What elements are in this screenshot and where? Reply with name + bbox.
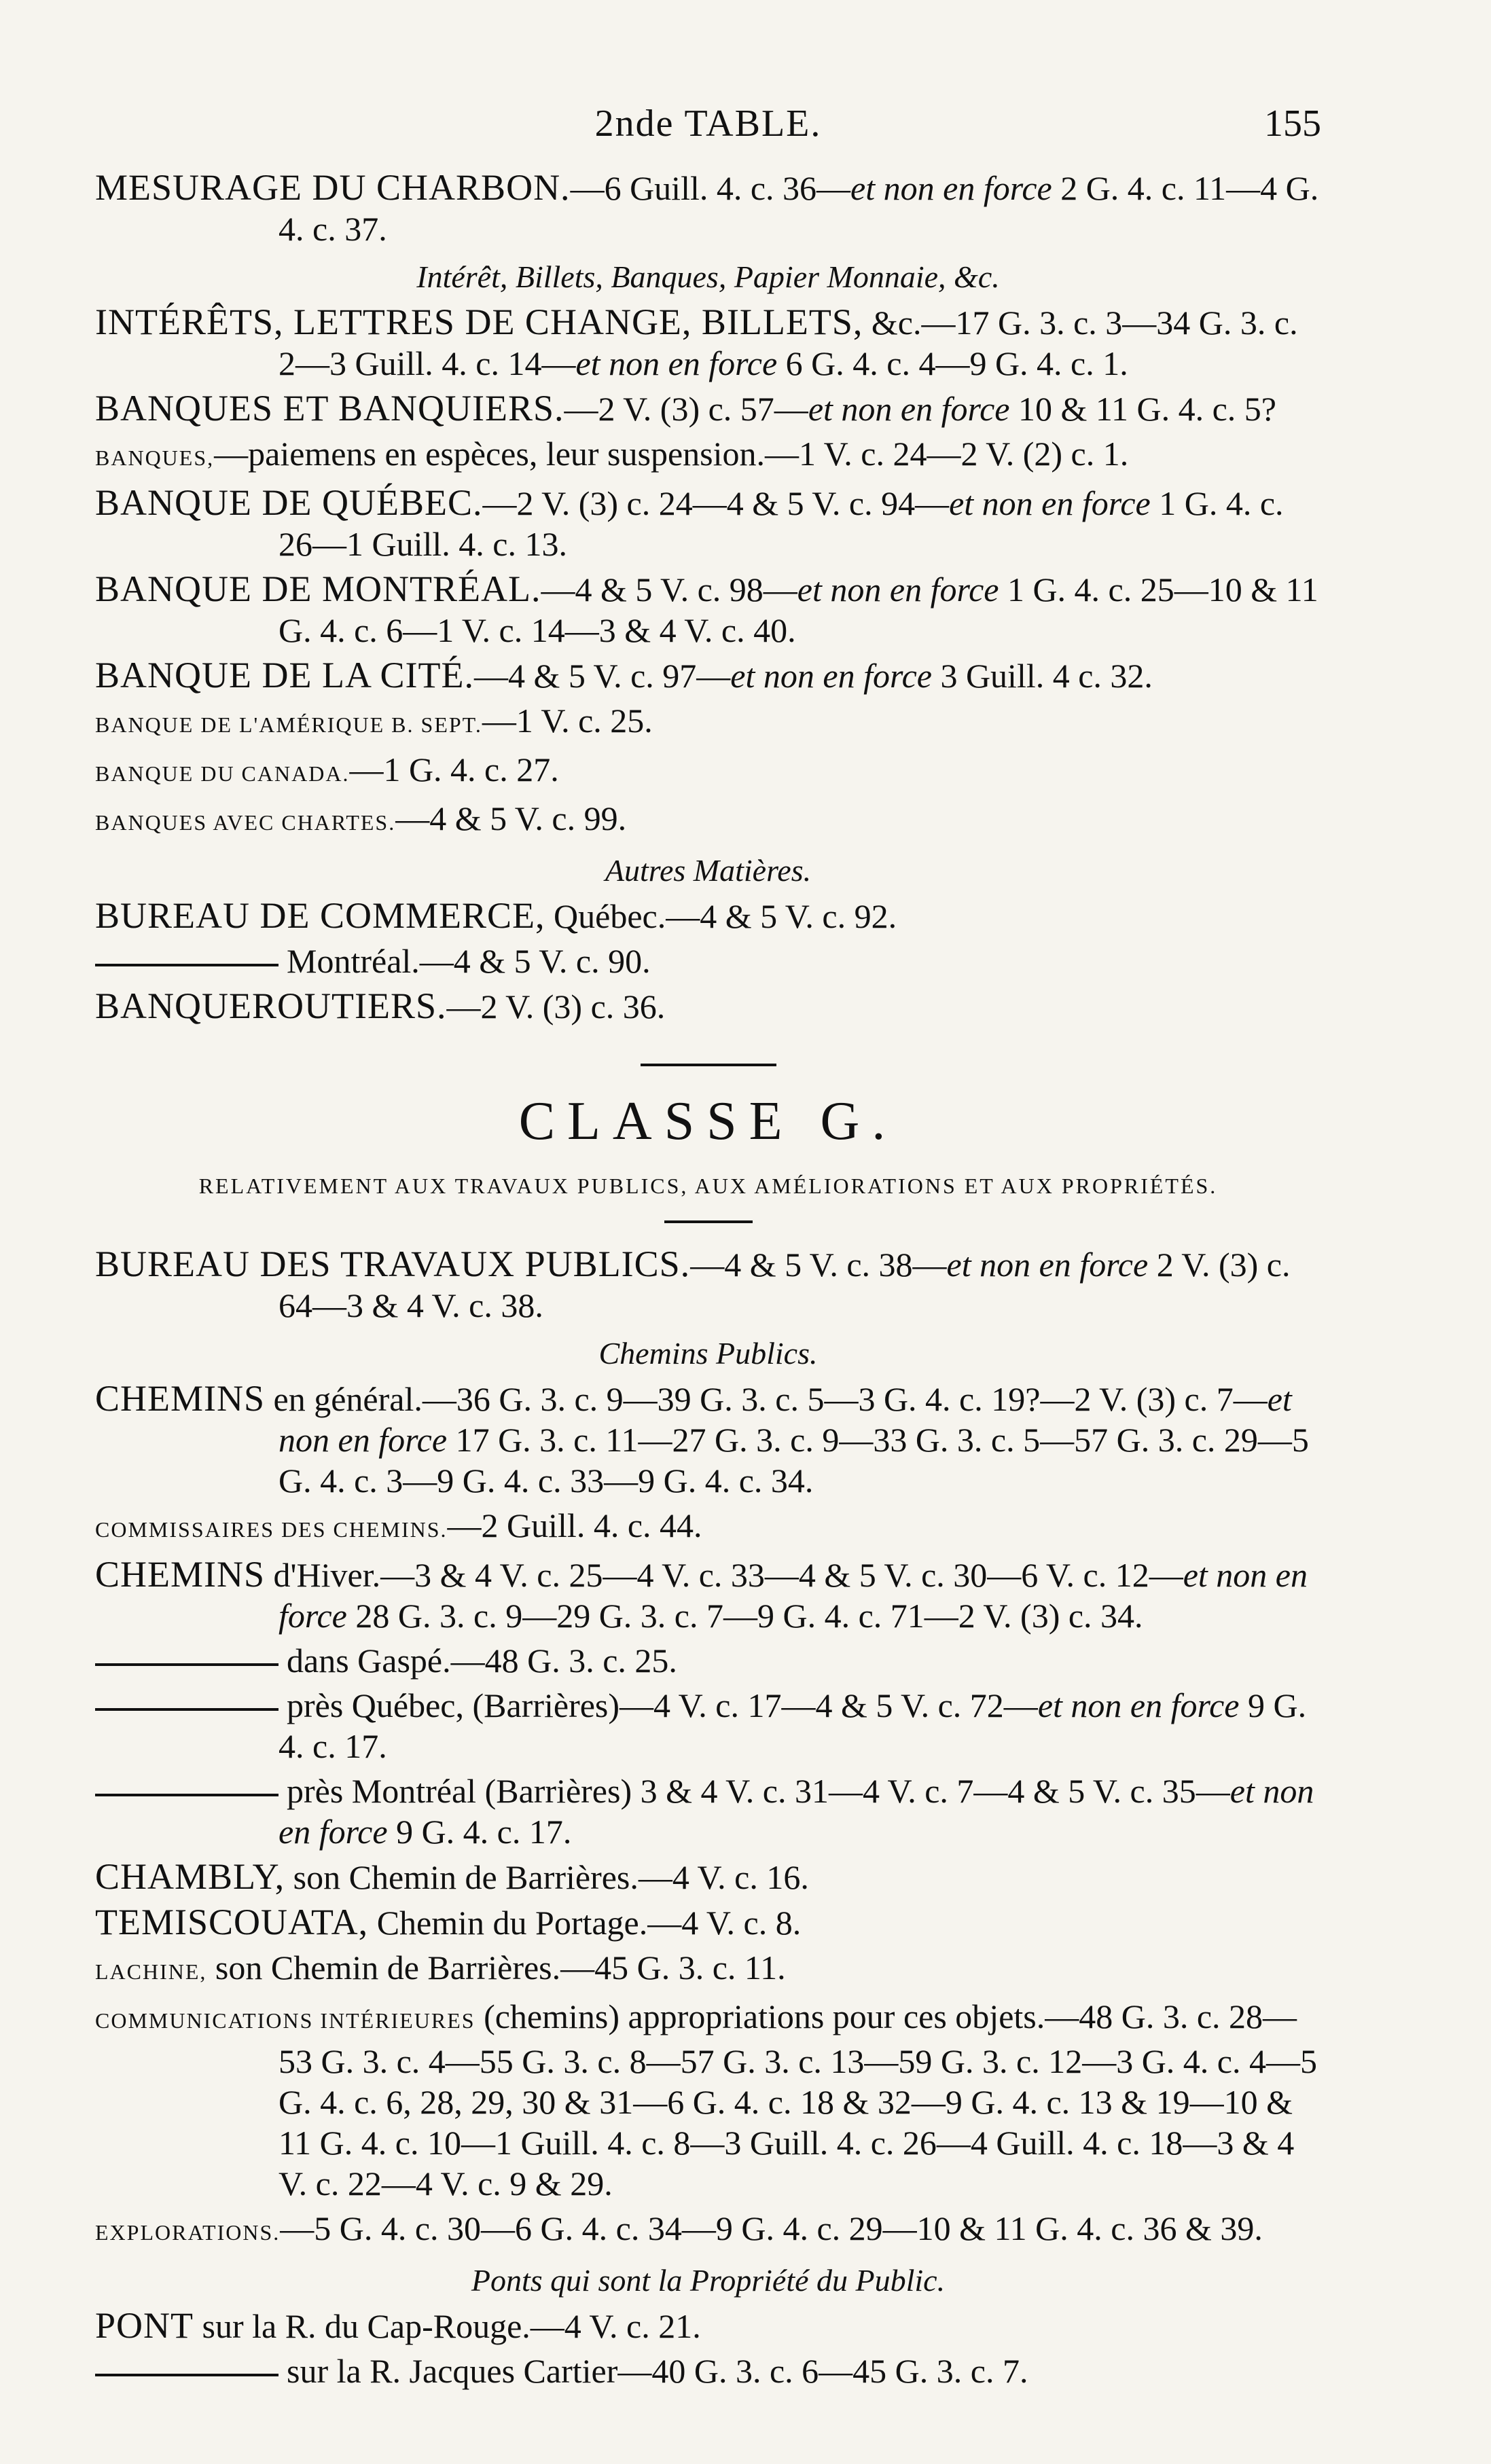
running-title: 2nde TABLE. — [594, 103, 822, 145]
entry-heading: BANQUE DE MONTRÉAL. — [95, 568, 541, 609]
entry-italic: et non en force — [279, 1556, 1308, 1635]
entry-refs-tail: 2 V. (3) c. 64—3 & 4 V. c. 38. — [279, 1246, 1291, 1324]
index-entry — [95, 482, 1321, 564]
index-entry — [95, 1996, 1321, 2204]
entry-refs: —2 Guill. 4. c. 44. — [447, 1506, 702, 1544]
entry-refs: —5 G. 4. c. 30—6 G. 4. c. 34—9 G. 4. c. 29—10 & 11 G. 4. c. 36 & 39. — [280, 2209, 1263, 2247]
ditto-dash — [95, 2374, 279, 2376]
entry-heading: BANQUEROUTIERS. — [95, 985, 447, 1026]
entry-heading-smallcaps: EXPLORATIONS. — [95, 2220, 281, 2245]
index-entry — [95, 2351, 1321, 2391]
index-entry — [95, 302, 1321, 384]
section-autres — [95, 895, 1321, 1027]
entry-refs-tail: 2 G. 4. c. 11—4 G. 4. c. 37. — [279, 169, 1319, 248]
classe-title: CLASSE G. — [518, 1091, 898, 1151]
entry-refs: —4 & 5 V. c. 38— — [690, 1246, 947, 1284]
entry-refs: —6 Guill. 4. c. 36— — [570, 169, 851, 207]
entry-heading: BANQUE DE LA CITÉ. — [95, 655, 474, 695]
entry-italic: et non en force — [575, 344, 778, 382]
entry-heading: PONT — [95, 2305, 194, 2346]
index-entry — [95, 1902, 1321, 1943]
entry-refs-tail: 1 G. 4. c. 26—1 Guill. 4. c. 13. — [279, 484, 1284, 563]
index-entry — [95, 941, 1321, 981]
entry-italic: et non en force — [279, 1772, 1314, 1851]
index-entry — [95, 749, 1321, 794]
index-entry — [95, 1856, 1321, 1898]
entry-italic: et non en force — [279, 1380, 1292, 1459]
entry-refs-tail: 9 G. 4. c. 17. — [279, 1686, 1307, 1765]
entry-refs: Québec.—4 & 5 V. c. 92. — [545, 897, 897, 935]
short-divider — [664, 1220, 753, 1223]
index-entry — [95, 655, 1321, 696]
entry-refs: —2 V. (3) c. 57— — [564, 390, 808, 428]
entry-refs: près Montréal (Barrières) 3 & 4 V. c. 31—4 V. c. 7—4 & 5 V. c. 35— — [287, 1772, 1230, 1810]
subheading-autres: Autres Matières. — [605, 853, 812, 888]
entry-refs-tail: 3 Guill. 4 c. 32. — [931, 657, 1153, 695]
index-entry — [95, 1244, 1321, 1326]
entry-refs-tail: 10 & 11 G. 4. c. 5? — [1009, 390, 1276, 428]
entry-refs: sur la R. du Cap-Rouge.—4 V. c. 21. — [194, 2307, 701, 2345]
entry-refs: —4 & 5 V. c. 99. — [395, 799, 627, 837]
entry-heading: CHEMINS — [95, 1554, 266, 1595]
index-entry — [95, 433, 1321, 478]
entry-heading: TEMISCOUATA, — [95, 1902, 369, 1942]
subheading-ponts: Ponts qui sont la Propriété du Public. — [471, 2263, 946, 2298]
entry-refs: Montréal.—4 & 5 V. c. 90. — [287, 942, 651, 980]
entry-italic: et non en force — [808, 390, 1010, 428]
entry-heading-smallcaps: BANQUE DE L'AMÉRIQUE B. SEPT. — [95, 712, 482, 737]
entry-refs: —paiemens en espèces, leur suspension.—1 V. c. 24—2 V. (2) c. 1. — [214, 435, 1129, 473]
index-entry — [95, 1771, 1321, 1852]
entry-refs: (chemins) appropriations pour ces objets.—48 G. 3. c. 28—53 G. 3. c. 4—55 G. 3. c. 8—57 G. 3. c. 13—59 G. 3. c. 12—3 G. 4. c. 4—5 G. 4. c. 6, 28, 29, 30 & 31—6 G. 4. c. 18 & 32—9 G. 4. c. 13 & 19—10 & 11 G. 4. c. 10—1 Guill. 4. c. 8—3 Guill. 4. c. 26—4 Guill. 4. c. 18—3 & 4 V. c. 22—4 V. c. 9 & 29. — [279, 1997, 1318, 2203]
entry-heading: BUREAU DE COMMERCE, — [95, 895, 545, 936]
entry-heading: CHAMBLY, — [95, 1856, 285, 1897]
section-mesurage — [95, 167, 1321, 249]
entry-refs: près Québec, (Barrières)—4 V. c. 17—4 & 5 V. c. 72— — [287, 1686, 1038, 1724]
entry-refs: —4 & 5 V. c. 97— — [473, 657, 731, 695]
entry-heading: INTÉRÊTS, LETTRES DE CHANGE, BILLETS, — [95, 302, 863, 342]
entry-refs: —1 G. 4. c. 27. — [349, 750, 559, 789]
section-divider — [641, 1064, 776, 1066]
entry-italic: et non en force — [949, 484, 1151, 522]
entry-refs-tail: 1 G. 4. c. 25—10 & 11 G. 4. c. 6—1 V. c. 14—3 & 4 V. c. 40. — [279, 570, 1318, 649]
index-entry — [95, 1947, 1321, 1992]
entry-refs: —1 V. c. 25. — [482, 702, 653, 740]
ditto-dash — [95, 1794, 279, 1796]
section-bureau — [95, 1244, 1321, 1326]
page-header — [95, 102, 1321, 163]
entry-italic: et non en force — [797, 570, 999, 609]
page-number: 155 — [1264, 103, 1321, 145]
subheading-chemins: Chemins Publics. — [598, 1336, 818, 1371]
index-entry — [95, 1685, 1321, 1767]
entry-refs: dans Gaspé.—48 G. 3. c. 25. — [287, 1642, 677, 1680]
entry-heading-smallcaps: COMMUNICATIONS INTÉRIEURES — [95, 2008, 475, 2033]
entry-refs-tail: 28 G. 3. c. 9—29 G. 3. c. 7—9 G. 4. c. 71—2 V. (3) c. 34. — [346, 1597, 1143, 1635]
section-chemins — [95, 1378, 1321, 2253]
index-entry — [95, 700, 1321, 745]
index-entry — [95, 895, 1321, 937]
entry-refs-tail: 6 G. 4. c. 4—9 G. 4. c. 1. — [777, 344, 1128, 382]
entry-heading: BANQUES ET BANQUIERS. — [95, 388, 564, 429]
entry-italic: et non en force — [850, 169, 1052, 207]
index-entry — [95, 2208, 1321, 2253]
entry-italic: et non en force — [946, 1246, 1149, 1284]
entry-heading: BANQUE DE QUÉBEC. — [95, 482, 483, 523]
section-banques — [95, 302, 1321, 843]
classe-subtitle: RELATIVEMENT AUX TRAVAUX PUBLICS, AUX AMÉLIORATIONS ET AUX PROPRIÉTÉS. — [198, 1174, 1218, 1198]
entry-heading-smallcaps: COMMISSAIRES DES CHEMINS. — [95, 1517, 448, 1542]
section-ponts — [95, 2305, 1321, 2391]
index-entry — [95, 1640, 1321, 1681]
entry-heading-smallcaps: BANQUES AVEC CHARTES. — [95, 810, 396, 835]
entry-heading-smallcaps: BANQUE DU CANADA. — [95, 761, 350, 786]
entry-italic: et non en force — [730, 657, 932, 695]
entry-italic: et non en force — [1037, 1686, 1240, 1724]
entry-refs: &c.—17 G. 3. c. 3—34 G. 3. c. 2—3 Guill. 4. c. 14— — [279, 304, 1298, 382]
entry-refs: —2 V. (3) c. 24—4 & 5 V. c. 94— — [482, 484, 950, 522]
index-entry — [95, 1378, 1321, 1501]
index-entry — [95, 2305, 1321, 2347]
entry-heading: BUREAU DES TRAVAUX PUBLICS. — [95, 1244, 691, 1284]
entry-refs: Chemin du Portage.—4 V. c. 8. — [368, 1904, 802, 1942]
index-entry — [95, 388, 1321, 429]
entry-refs: son Chemin de Barrières.—45 G. 3. c. 11. — [206, 1949, 786, 1987]
entry-refs: sur la R. Jacques Cartier—40 G. 3. c. 6—45 G. 3. c. 7. — [287, 2352, 1028, 2390]
index-entry — [95, 167, 1321, 249]
entry-heading: CHEMINS — [95, 1378, 266, 1419]
ditto-dash — [95, 1708, 279, 1711]
entry-heading: MESURAGE DU CHARBON. — [95, 167, 571, 208]
subheading-interets: Intérêt, Billets, Banques, Papier Monnaie, &c. — [416, 259, 1000, 294]
ditto-dash — [95, 1663, 279, 1666]
entry-refs: en général.—36 G. 3. c. 9—39 G. 3. c. 5—3 G. 4. c. 19?—2 V. (3) c. 7— — [265, 1380, 1268, 1418]
entry-refs: —2 V. (3) c. 36. — [446, 988, 666, 1026]
index-entry — [95, 985, 1321, 1027]
entry-refs-tail: 9 G. 4. c. 17. — [387, 1813, 572, 1851]
index-entry — [95, 1554, 1321, 1636]
index-entry — [95, 568, 1321, 651]
index-entry — [95, 798, 1321, 843]
index-entry — [95, 1505, 1321, 1550]
entry-heading-smallcaps: BANQUES, — [95, 446, 215, 470]
entry-heading-smallcaps: LACHINE, — [95, 1959, 207, 1984]
entry-refs: son Chemin de Barrières.—4 V. c. 16. — [285, 1858, 809, 1896]
ditto-dash — [95, 964, 279, 966]
entry-refs: d'Hiver.—3 & 4 V. c. 25—4 V. c. 33—4 & 5 V. c. 30—6 V. c. 12— — [265, 1556, 1183, 1594]
entry-refs-tail: 17 G. 3. c. 11—27 G. 3. c. 9—33 G. 3. c. 5—57 G. 3. c. 29—5 G. 4. c. 3—9 G. 4. c. 33—9 G. 4. c. 34. — [279, 1421, 1309, 1500]
entry-refs: —4 & 5 V. c. 98— — [541, 570, 797, 609]
